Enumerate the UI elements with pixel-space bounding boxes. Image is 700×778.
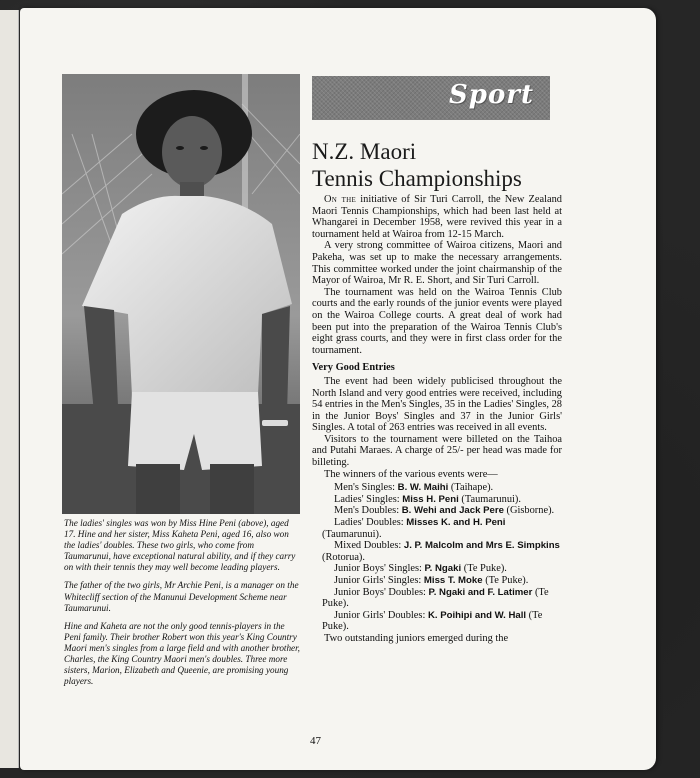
winner-place: (Te Puke). [485,575,529,586]
paragraph-text: initiative of Sir Turi Carroll, the New Zealand Maori Tennis Championships, which had been last held at Whangarei in December 1958, were revived this year in a tournament held at Wairoa from 12-15 March. [312,194,562,240]
event-name: Junior Girls' Singles: [334,575,422,586]
article-paragraph: Visitors to the tournament were billeted on the Taihoa and Putahi Maraes. A charge of 25/- per head was made for billeting. [312,433,562,469]
section-banner-title: Sport [448,80,534,110]
winner-row [312,575,562,587]
photo-illustration [62,74,300,514]
winner-place: (Taumarunui). [322,528,382,540]
article-paragraph: The event had been widely publicised throughout the North Island and very good entries were received, including 54 entries in the Men's Singles, 35 in the Ladies' Singles, 28 in the Junior Boys' Singles and 37 in the Junior Girls' Singles. A total of 263 entries was received in all events. [312,375,562,434]
headline-line: N.Z. Maori [312,139,417,164]
article-paragraph: Two outstanding juniors emerged during the [324,632,509,644]
winner-row [312,482,562,494]
photo-caption [64,518,300,694]
event-name: Mixed Doubles: [334,540,402,552]
winner-name: K. Poihipi and W. Hall [427,609,527,621]
article-paragraph [312,194,562,240]
caption-paragraph: The ladies' singles was won by Miss Hine Peni (above), aged 17. Hine and her sister, Miss Kaheta Peni, aged 16, also won the ladies' doubles. These two girls, who come from Taumarunui, have exceptional natural ability, and if they carry on with their tennis they may well become leading players. [64,518,296,573]
caption-paragraph: Hine and Kaheta are not the only good tennis-players in the Peni family. Their brother Robert won this year's King Country Maori men's singles from a large field and with another brother, Charles, the King Country Maori men's doubles. Three more sisters, Marion, Elizabeth and Queenie, are promising young players. [64,620,300,687]
event-name: Ladies' Doubles: [334,517,404,529]
winner-name: Misses K. and H. Peni [406,517,506,529]
winner-row [312,587,562,610]
event-name: Men's Doubles: [334,505,400,517]
caption-paragraph: The father of the two girls, Mr Archie Peni, is a manager on the Whitecliff section of the Manunui Development Scheme near Taumarunui. [64,580,299,613]
winner-row [312,505,562,517]
winner-place: (Te Puke). [463,563,507,575]
article-subhead: Very Good Entries [312,362,395,374]
previous-page-edge [0,10,19,768]
winner-place: (Taihape). [450,482,494,494]
article-headline [312,138,572,192]
winner-place: (Rotorua). [322,551,365,563]
event-name: Junior Boys' Doubles: [334,586,426,598]
article-paragraph: The tournament was held on the Wairoa Tennis Club courts and the early rounds of the junior events were played on the Wairoa College courts. A great deal of work had been put into the preparation of the Wairoa Tennis Club's eight grass courts, and they were in first class order for the tournament. [312,286,562,356]
winner-row [312,517,562,540]
winner-name: Miss H. Peni [402,493,459,505]
page-number: 47 [310,735,321,747]
winner-place: (Gisborne). [506,505,555,517]
event-name: Men's Singles: [334,482,396,494]
winner-name: P. Ngaki [424,563,462,575]
winners-list [312,482,562,633]
winner-row [312,610,562,633]
lead-in: On the [324,194,357,205]
event-name: Junior Boys' Singles: [334,563,422,575]
headline-line: Tennis Championships [312,166,522,191]
article-paragraph: The winners of the various events were— [324,468,498,480]
winner-name: B. Wehi and Jack Pere [401,505,504,517]
event-name: Junior Girls' Doubles: [334,609,426,621]
winner-name: Miss T. Moke [423,575,483,586]
article-body [312,194,562,645]
winner-row [312,494,562,506]
event-name: Ladies' Singles: [334,493,400,505]
article-paragraph: A very strong committee of Wairoa citizens, Maori and Pakeha, was set up to make the necessary arrangements. This committee worked under the joint chairmanship of the Mayor of Wairoa, Mr R. E. Short, and Sir Turi Carroll. [312,240,562,287]
winner-name: B. W. Maihi [397,482,449,494]
photo-tennis-player [62,74,300,514]
winner-place: (Taumarunui). [461,493,521,505]
winner-place: (Te Puke). [322,609,543,633]
section-banner [312,76,550,120]
winner-name: J. P. Malcolm and Mrs E. Simpkins [403,540,560,552]
magazine-page [20,8,656,770]
winner-row [312,563,562,575]
winner-name: P. Ngaki and F. Latimer [428,586,533,598]
winner-place: (Te Puke). [322,586,549,610]
winner-row [312,540,562,563]
